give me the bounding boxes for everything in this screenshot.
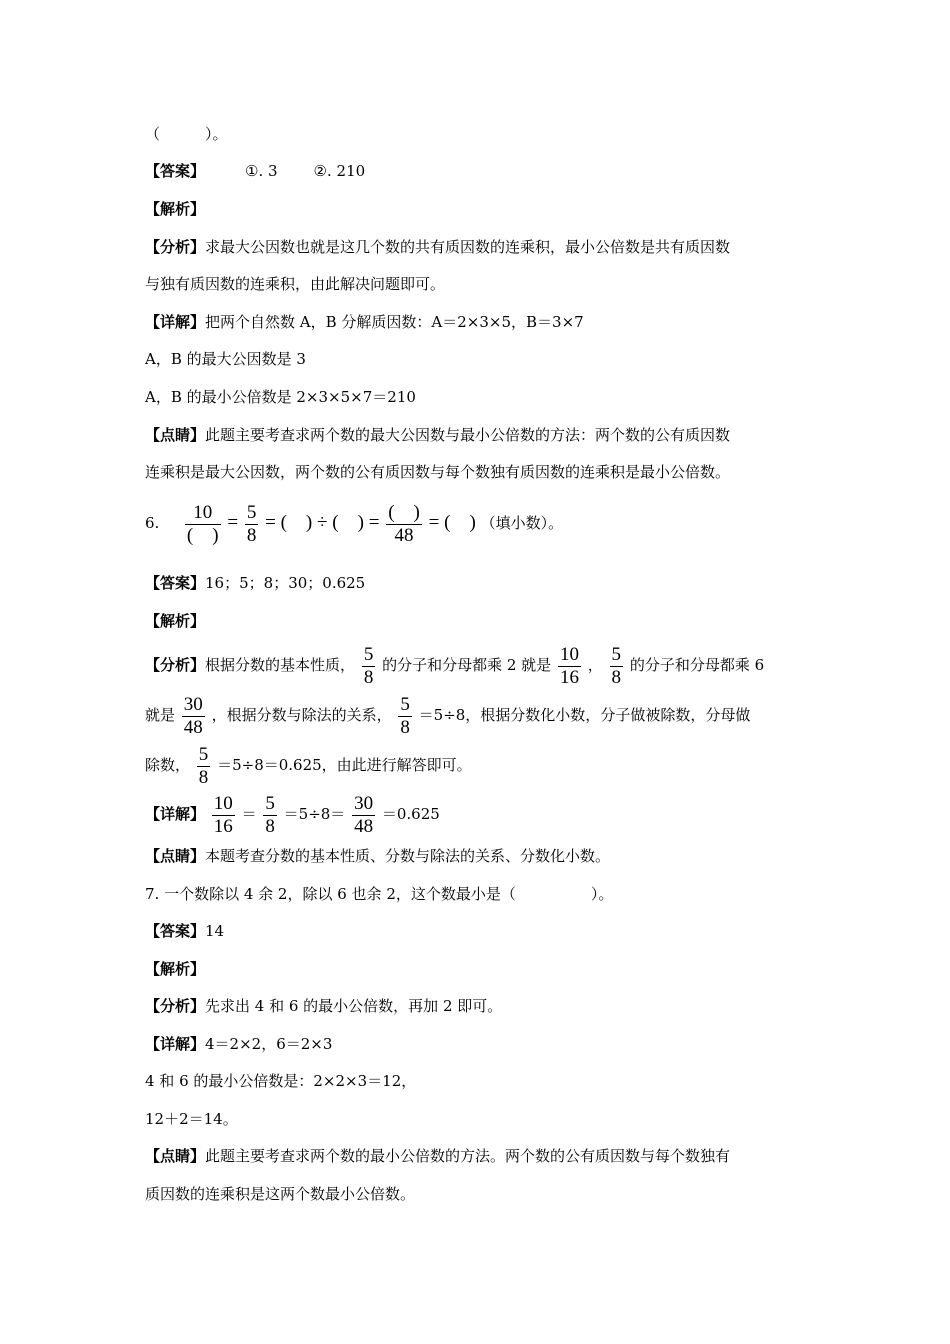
q5-xiangjie-2: A，B 的最大公因数是 3 (145, 350, 306, 368)
q6-fenxi-3: 除数， $\frac{5}{8}$ ＝5÷8＝0.625，由此进行解答即可。 (145, 743, 472, 788)
q7-question: 7. 一个数除以 4 余 2，除以 6 也余 2，这个数最小是（ ）。 (145, 885, 614, 903)
q7-dianjing-2: 质因数的连乘积是这两个数最小公倍数。 (145, 1185, 416, 1203)
q7-xiangjie-3: 12＋2＝14。 (145, 1110, 238, 1128)
q5-xiangjie-3: A，B 的最小公倍数是 2×3×5×7＝210 (145, 388, 416, 406)
q5-dianjing-1: 【点睛】此题主要考查求两个数的最大公因数与最小公倍数的方法：两个数的公有质因数 (145, 426, 731, 444)
q7-xiangjie-1: 【详解】4＝2×2，6＝2×3 (145, 1035, 333, 1053)
q7-jiexi: 【解析】 (145, 960, 206, 978)
q7-dianjing-1: 【点睛】此题主要考查求两个数的最小公倍数的方法。两个数的公有质因数与每个数独有 (145, 1147, 731, 1165)
q6-dianjing: 【点睛】本题考查分数的基本性质、分数与除法的关系、分数化小数。 (145, 847, 611, 865)
q6-frac-blank-48: $\frac{( )}{48}$ (388, 501, 420, 546)
q5-xiangjie-1: 【详解】把两个自然数 A，B 分解质因数：A＝2×3×5，B＝3×7 (145, 313, 584, 331)
q5-jiexi: 【解析】 (145, 200, 206, 218)
q5-fenxi-1: 【分析】求最大公因数也就是这几个数的共有质因数的连乘积，最小公倍数是共有质因数 (145, 238, 731, 256)
q7-fenxi: 【分析】先求出 4 和 6 的最小公倍数，再加 2 即可。 (145, 997, 503, 1015)
q5-answer: 【答案】 ①. 3 ②. 210 (145, 162, 366, 180)
q7-answer: 【答案】14 (145, 922, 225, 940)
q6-fenxi-1: 【分析】根据分数的基本性质， $\frac{5}{8}$ 的分子和分母都乘 2 就是 $\frac{10}{16}$ ， $\frac{5}{8}$ 的分子和分母都乘 6 (145, 643, 765, 688)
q6-question: 6. $\frac{10}{( )}$ = $\frac{5}{8}$ = ( ) ÷ ( ) = $\frac{( )}{48}$ = ( ) （填小数）。 (145, 501, 564, 546)
q6-fenxi-2: 就是 $\frac{30}{48}$ ，根据分数与除法的关系， $\frac{5}{8}$ ＝5÷8，根据分数化小数，分子做被除数，分母做 (145, 693, 751, 738)
q5-dianjing-2: 连乘积是最大公因数，两个数的公有质因数与每个数独有质因数的连乘积是最小公倍数。 (145, 463, 731, 481)
q5-fenxi-2: 与独有质因数的连乘积，由此解决问题即可。 (145, 275, 446, 293)
q6-answer: 【答案】16；5；8；30；0.625 (145, 574, 366, 592)
q5-blank-line: （ ）。 (145, 125, 228, 143)
q6-jiexi: 【解析】 (145, 612, 206, 630)
q6-frac-5-8: $\frac{5}{8}$ (246, 501, 257, 546)
q7-xiangjie-2: 4 和 6 的最小公倍数是：2×2×3＝12， (145, 1072, 417, 1090)
q6-xiangjie: 【详解】 $\frac{10}{16}$ ＝ $\frac{5}{8}$ ＝5÷8＝ $\frac{30}{48}$ ＝0.625 (145, 792, 440, 837)
q6-frac-10-blank: $\frac{10}{( )}$ (186, 501, 219, 546)
